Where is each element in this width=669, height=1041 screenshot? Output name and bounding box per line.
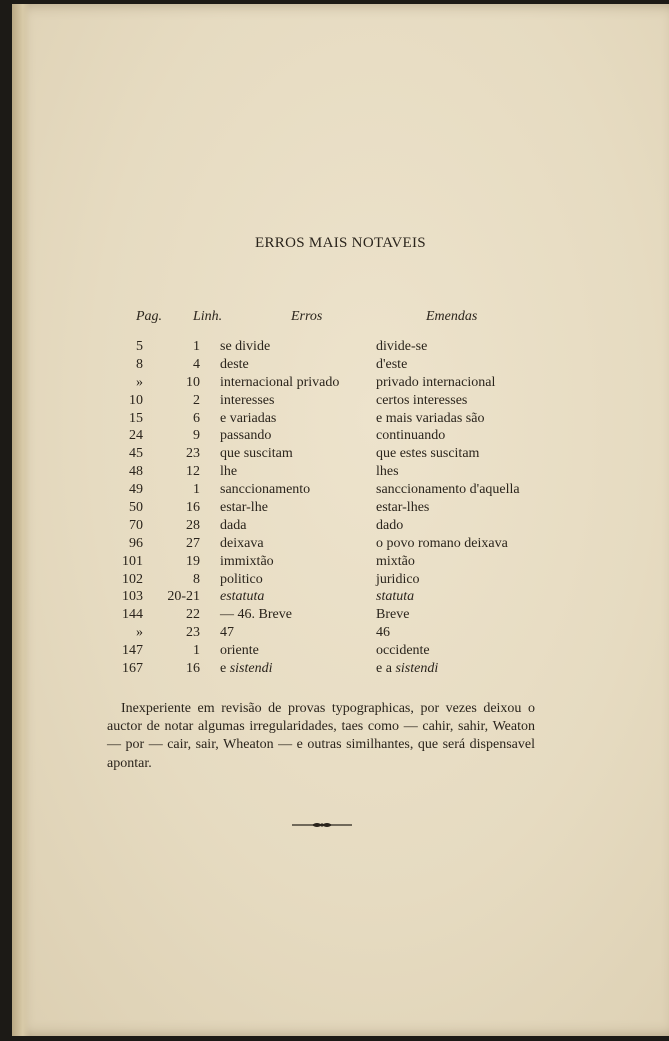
- cell-erro: deixava: [220, 535, 264, 551]
- cell-emenda: d'este: [376, 356, 408, 372]
- header-erros: Erros: [291, 309, 323, 324]
- cell-pag: 49: [129, 482, 143, 498]
- cell-emenda: occidente: [376, 643, 430, 659]
- cell-erro: deste: [220, 356, 249, 372]
- cell-pag: »: [136, 374, 143, 390]
- cell-emenda: 46: [376, 625, 390, 641]
- cell-pag: 24: [129, 428, 143, 444]
- table-row: [12, 356, 669, 374]
- cell-erro-italic: sistendi: [229, 661, 273, 677]
- table-row: [12, 445, 669, 463]
- table-row: [12, 588, 669, 606]
- book-page: [12, 4, 669, 1036]
- table-row: [12, 481, 669, 499]
- cell-linh: 23: [186, 625, 200, 641]
- cell-erro: lhe: [220, 464, 238, 480]
- cell-emenda: [376, 660, 438, 678]
- table-row: [12, 374, 669, 392]
- cell-erro: immixtão: [220, 553, 274, 569]
- cell-linh: 9: [193, 428, 200, 444]
- cell-erro: passando: [220, 428, 272, 444]
- errata-table: [12, 338, 669, 678]
- cell-pag: 45: [129, 446, 143, 462]
- cell-emenda: privado internacional: [376, 374, 496, 390]
- cell-erro-prefix: e: [220, 661, 230, 677]
- cell-emenda: Breve: [376, 607, 410, 623]
- cell-pag: 167: [122, 661, 143, 677]
- cell-erro: dada: [220, 517, 247, 533]
- cell-pag: 48: [129, 464, 143, 480]
- cell-pag: 50: [129, 500, 143, 516]
- cell-erro: — 46. Breve: [220, 607, 292, 623]
- cell-erro: que suscitam: [220, 446, 293, 462]
- header-pag: Pag.: [136, 309, 163, 324]
- cell-linh: 1: [193, 339, 200, 354]
- cell-emenda: divide-se: [376, 339, 428, 354]
- table-row: [12, 624, 669, 642]
- cell-erro: estar-lhe: [220, 500, 268, 516]
- cell-erro: internacional privado: [220, 374, 340, 390]
- cell-erro: 47: [220, 625, 234, 641]
- cell-pag: 147: [122, 643, 143, 659]
- cell-emenda-prefix: e a: [376, 661, 396, 677]
- cell-linh: 1: [193, 643, 200, 659]
- table-row: [12, 642, 669, 660]
- cell-pag: 8: [136, 356, 143, 372]
- cell-emenda: juridico: [376, 571, 420, 587]
- table-row: [12, 338, 669, 356]
- cell-pag: »: [136, 625, 143, 641]
- header-linh: Linh.: [193, 309, 223, 324]
- cell-emenda: lhes: [376, 464, 399, 480]
- table-row: [12, 606, 669, 624]
- cell-pag: 15: [129, 410, 143, 426]
- cell-pag: 5: [136, 339, 143, 354]
- cell-emenda: continuando: [376, 428, 446, 444]
- cell-erro: politico: [220, 571, 263, 587]
- cell-emenda: que estes suscitam: [376, 446, 480, 462]
- cell-erro: interesses: [220, 392, 275, 408]
- cell-linh: 2: [193, 392, 200, 408]
- table-row: [12, 463, 669, 481]
- cell-emenda: sanccionamento d'aquella: [376, 482, 520, 498]
- table-row: [12, 499, 669, 517]
- table-row: [12, 660, 669, 678]
- cell-erro: oriente: [220, 643, 259, 659]
- table-row: [12, 392, 669, 410]
- cell-emenda: estar-lhes: [376, 500, 430, 516]
- cell-erro: [220, 660, 273, 678]
- cell-pag: 102: [122, 571, 143, 587]
- cell-linh: 28: [186, 517, 200, 533]
- cell-pag: 96: [129, 535, 143, 551]
- cell-linh: 22: [186, 607, 200, 623]
- cell-emenda: certos interesses: [376, 392, 468, 408]
- cell-erro: e variadas: [220, 410, 277, 426]
- table-row: [12, 553, 669, 571]
- cell-linh: 23: [186, 446, 200, 462]
- table-row: [12, 410, 669, 428]
- cell-linh: 12: [186, 464, 200, 480]
- table-row: [12, 535, 669, 553]
- table-row: [12, 517, 669, 535]
- ornament-rule-icon: [290, 820, 354, 830]
- cell-linh: 10: [186, 374, 200, 390]
- cell-emenda: dado: [376, 517, 404, 533]
- cell-linh: 4: [193, 356, 200, 372]
- errata-note: Inexperiente em revisão de provas typographicas, por vezes deixou o auctor de notar algumas irregularidades, taes como — cahir, sahir, Weaton — por — cair, sair, Wheaton — e outras similhantes, que será dispensavel apontar.: [107, 701, 535, 771]
- cell-emenda: e mais variadas são: [376, 410, 485, 426]
- cell-pag: 10: [129, 392, 143, 408]
- cell-emenda: mixtão: [376, 553, 415, 569]
- table-row: [12, 571, 669, 589]
- cell-pag: 101: [122, 553, 143, 569]
- cell-erro: sanccionamento: [220, 482, 311, 498]
- cell-linh: 8: [193, 571, 200, 587]
- cell-pag: 103: [122, 589, 143, 605]
- cell-erro: se divide: [220, 339, 271, 354]
- cell-linh: 27: [186, 535, 200, 551]
- header-emendas: Emendas: [426, 309, 478, 324]
- cell-emenda: statuta: [376, 589, 415, 605]
- cell-linh: 16: [186, 500, 200, 516]
- cell-linh: 20-21: [167, 589, 200, 605]
- page-title: ERROS MAIS NOTAVEIS: [255, 235, 426, 251]
- cell-pag: 70: [129, 517, 143, 533]
- cell-linh: 19: [186, 553, 200, 569]
- cell-pag: 144: [122, 607, 143, 623]
- cell-erro: estatuta: [220, 589, 265, 605]
- cell-emenda: o povo romano deixava: [376, 535, 508, 551]
- table-row: [12, 427, 669, 445]
- cell-linh: 1: [193, 482, 200, 498]
- cell-linh: 6: [193, 410, 200, 426]
- cell-emenda-italic: sistendi: [395, 661, 439, 677]
- cell-linh: 16: [186, 661, 200, 677]
